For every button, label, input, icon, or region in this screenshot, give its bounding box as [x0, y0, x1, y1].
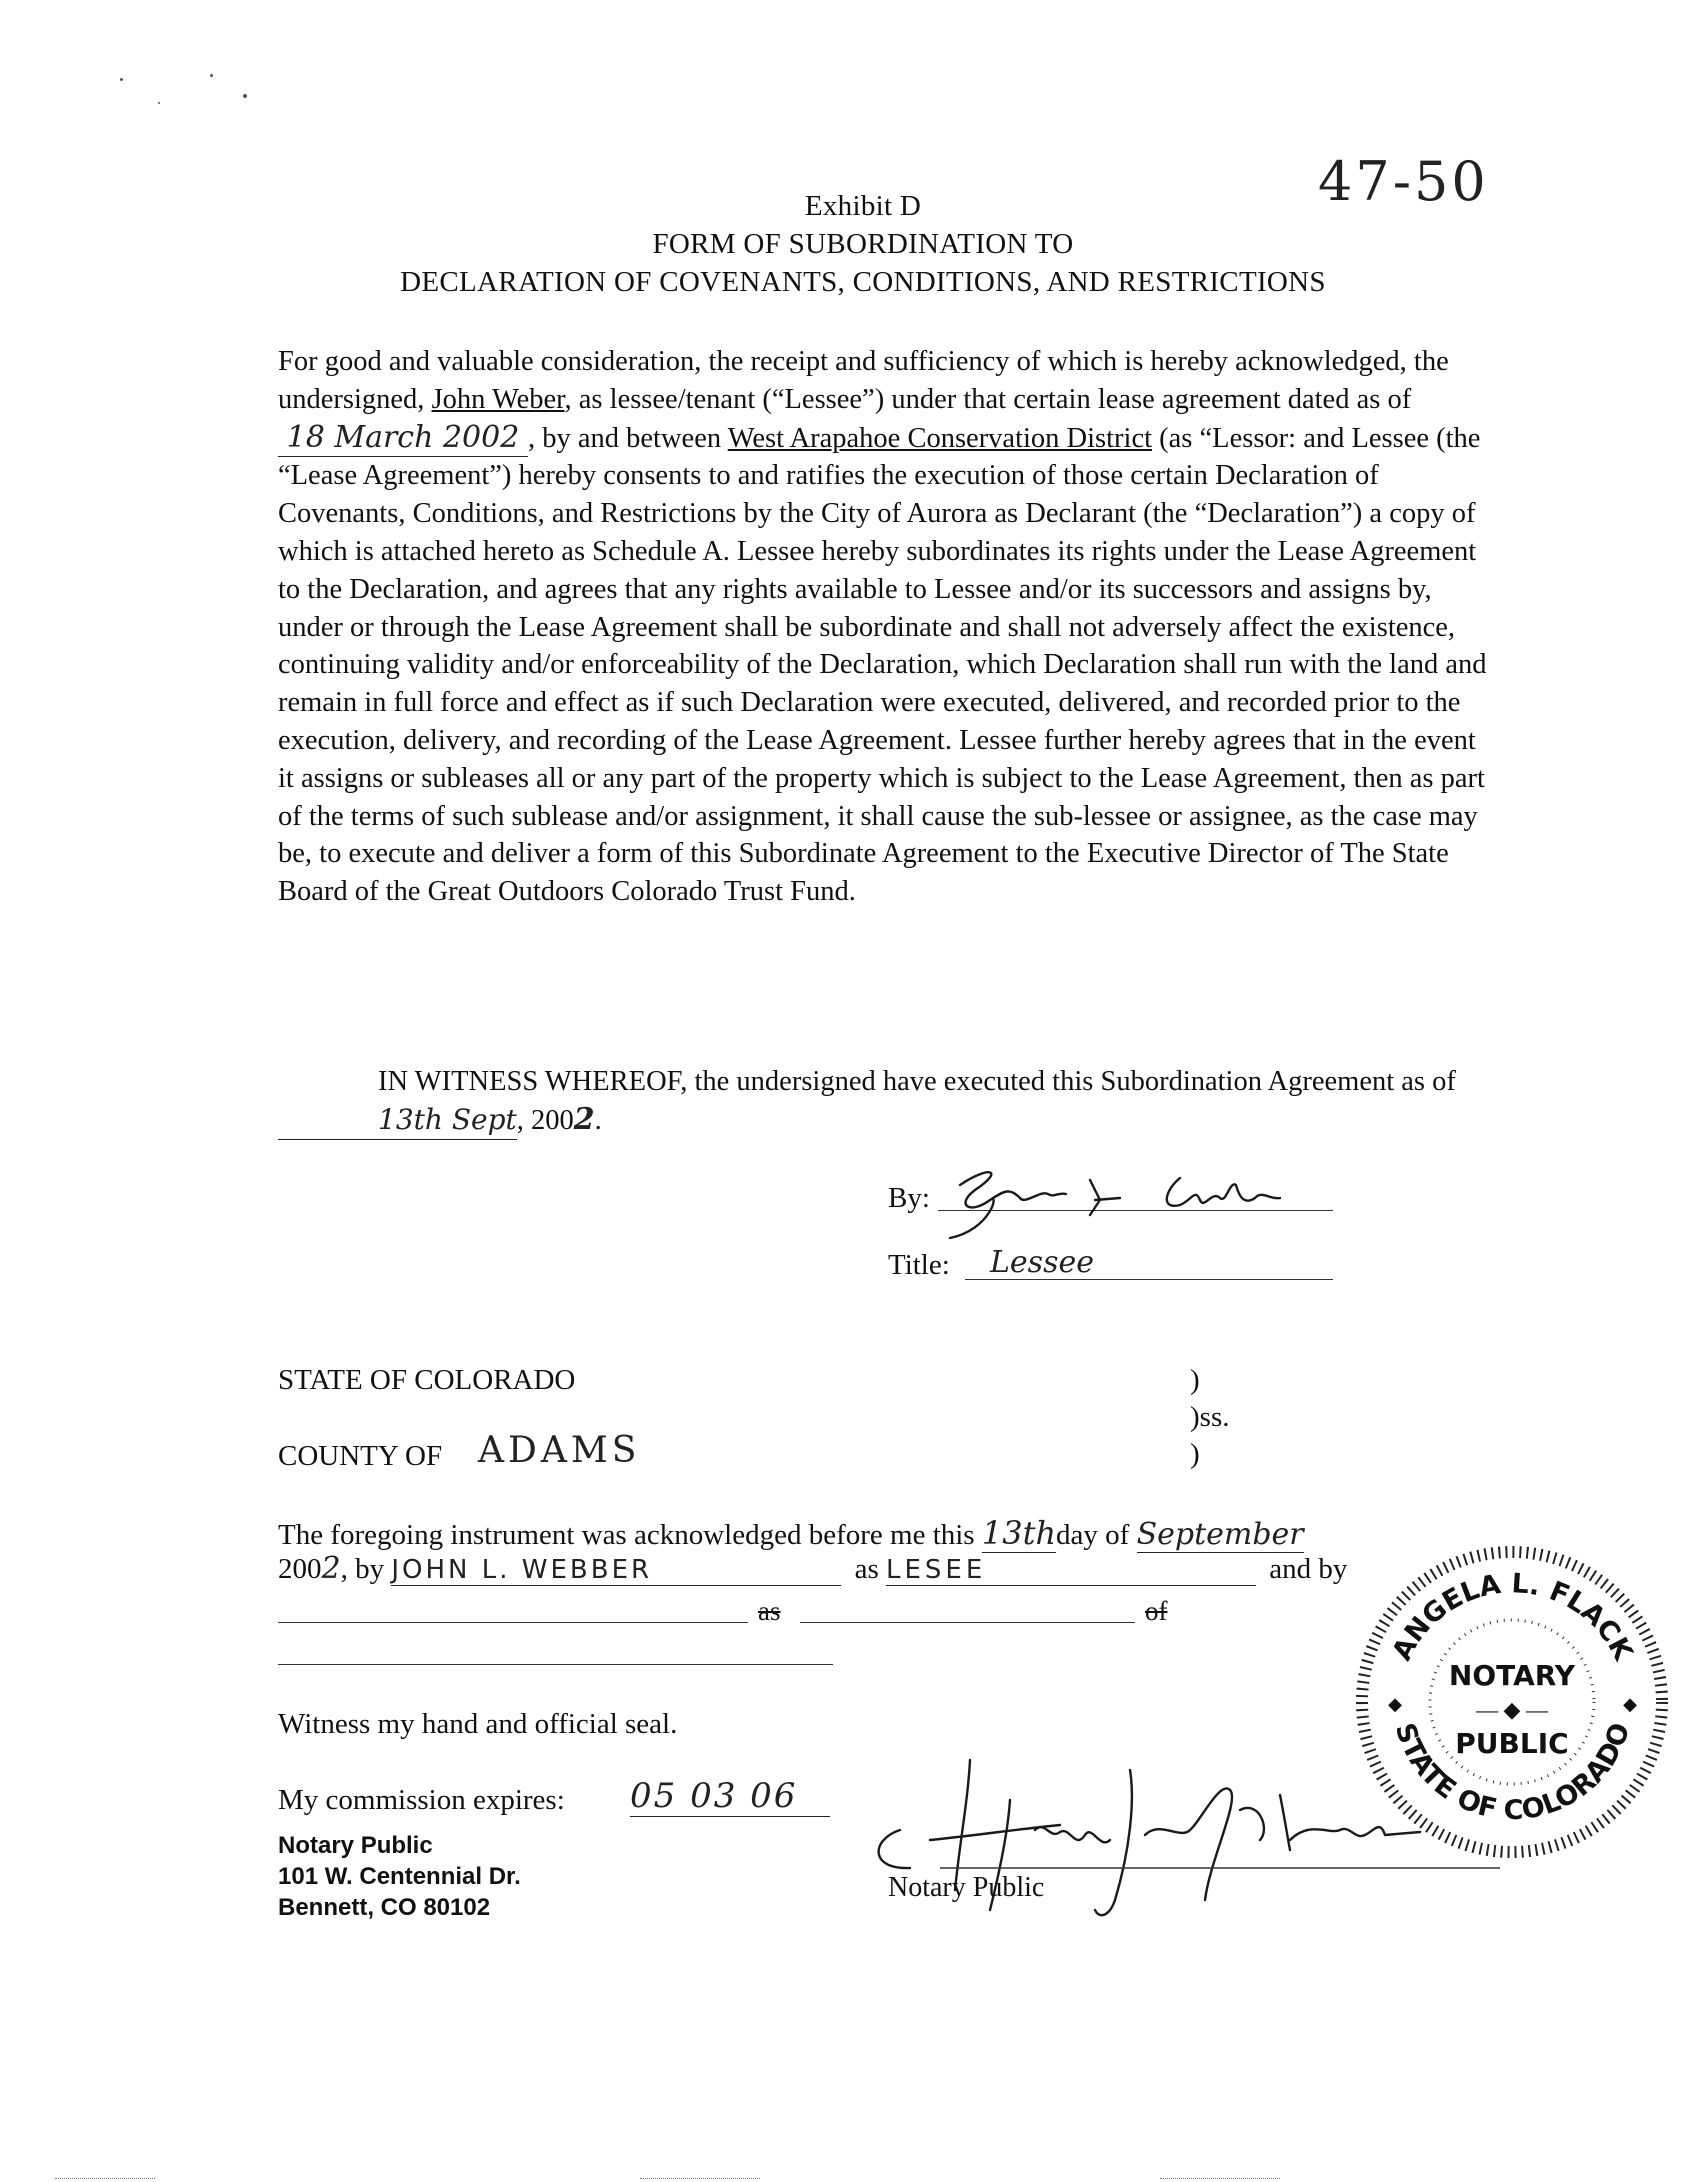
- witness-year-handwritten: 2: [573, 1101, 595, 1137]
- ack-blank-line-3: [278, 1664, 833, 1665]
- ack-blank-line-2: [800, 1622, 1135, 1623]
- body-text-3: , by and between: [528, 422, 728, 454]
- lease-date-handwritten: 18 March 2002: [278, 419, 528, 458]
- county-handwritten: ADAMS: [478, 1430, 641, 1471]
- commission-label: My commission expires:: [278, 1784, 565, 1816]
- lessee-signature: [930, 1160, 1350, 1240]
- stamp-line-1: Notary Public: [278, 1832, 433, 1859]
- scan-speck: [120, 78, 123, 81]
- witness-date-handwritten: 13th Sept: [278, 1101, 517, 1140]
- body-text-4: (as “Lessor: and Lessee (the “Lease Agreement”) hereby consents to and ratifies the execution of those certain Declaration of Covenants, Conditions, and Restrictions by the City of Aurora as Declarant (the “Declaration”) a copy of which is attached hereto as Schedule A. Lessee hereby subordinates its rights under the Lease Agreement to the Declaration, and agrees that any rights available to Lessee and/or its successors and assigns by, under or through the Lease Agreement shall be subordinate and shall not adversely affect the existence, continuing validity and/or enforceability of the Declaration, which Declaration shall run with the land and remain in full force and effect as if such Declaration were executed, delivered, and recorded prior to the execution, delivery, and recording of the Lease Agreement. Lessee further hereby agrees that in the event it assigns or subleases all or any part of the property which is subject to the Lease Agreement, then as part of the terms of such sublease and/or assignment, it shall cause the sub-lessee or assignee, as the case may be, to execute and deliver a form of this Subordinate Agreement to the Executive Director of The State Board of the Great Outdoors Colorado Trust Fund.: [278, 422, 1487, 908]
- seal-left-diamond-icon: ◆: [1388, 1694, 1402, 1714]
- notary-address-stamp: [278, 1830, 521, 1923]
- subordination-paragraph: [278, 343, 1493, 911]
- title-label: Title:: [888, 1249, 950, 1281]
- state-label: STATE OF COLORADO: [278, 1364, 576, 1396]
- lessor-name: West Arapahoe Conservation District: [727, 422, 1153, 454]
- body-text-2: , as lessee/tenant (“Lessee”) under that certain lease agreement dated as of: [564, 383, 1412, 415]
- ack-by-label: , by: [340, 1553, 385, 1585]
- ack-year-prefix: 200: [278, 1553, 322, 1585]
- ack-struck-as: as: [758, 1596, 781, 1626]
- seal-top-arc: ANGELA L. FLACK: [1386, 1568, 1639, 1666]
- body-text-1: For good and valuable consideration, the receipt and sufficiency of which is hereby acknowledged, the undersigned,: [278, 346, 1449, 415]
- venue-paren-3: ): [1190, 1438, 1200, 1470]
- witness-year-prefix: , 200: [516, 1104, 574, 1136]
- notary-seal: [1355, 1545, 1670, 1860]
- seal-center-notary: NOTARY: [1448, 1659, 1576, 1692]
- seal-diamond-icon: — ◆ —: [1476, 1697, 1548, 1722]
- witness-text: IN WITNESS WHEREOF, the undersigned have executed this Subordination Agreement as of: [378, 1066, 1456, 1097]
- seal-center-public: PUBLIC: [1455, 1727, 1569, 1760]
- ack-as-label: as: [854, 1553, 879, 1585]
- scan-artifact: [1160, 2178, 1280, 2179]
- stamp-line-2: 101 W. Centennial Dr.: [278, 1863, 521, 1890]
- scan-speck: [210, 74, 213, 77]
- seal-bottom-arc: STATE OF COLORADO: [1388, 1719, 1637, 1827]
- seal-right-diamond-icon: ◆: [1623, 1694, 1637, 1714]
- stamp-line-3: Bennett, CO 80102: [278, 1894, 491, 1921]
- acknowledgment-line-2: [278, 1551, 1347, 1586]
- ack-month-handwritten: September: [1136, 1517, 1304, 1552]
- venue-paren-1: ): [1190, 1364, 1200, 1396]
- form-title: FORM OF SUBORDINATION TO: [652, 228, 1074, 260]
- scan-artifact: [640, 2178, 760, 2179]
- ack-person-handwritten: JOHN L. WEBBER: [391, 1555, 841, 1586]
- notary-public-label: Notary Public: [888, 1872, 1045, 1903]
- county-label: COUNTY OF: [278, 1440, 443, 1472]
- ack-blank-line-1: [278, 1622, 748, 1623]
- lessee-name: John Weber: [431, 383, 565, 415]
- handwritten-reference: 47-50: [1318, 150, 1489, 213]
- witness-hand-seal: Witness my hand and official seal.: [278, 1708, 678, 1740]
- ack-day-handwritten: 13th: [981, 1514, 1057, 1552]
- witness-period: .: [594, 1104, 602, 1136]
- witness-clause: [278, 1063, 1468, 1140]
- acknowledgment-line-1: [278, 1514, 1304, 1553]
- ack-and-by: and by: [1269, 1553, 1348, 1585]
- ack-text: The foregoing instrument was acknowledged before me this: [278, 1519, 975, 1551]
- commission-handwritten: 05 03 06: [630, 1776, 830, 1817]
- ack-day-of: day of: [1056, 1519, 1130, 1551]
- scan-speck: [158, 102, 160, 104]
- scan-artifact: [55, 2178, 155, 2179]
- ack-struck-of: of: [1145, 1596, 1168, 1626]
- ack-year-handwritten: 2: [321, 1551, 341, 1586]
- exhibit-label: Exhibit D: [804, 190, 922, 222]
- venue-ss: )ss.: [1190, 1401, 1230, 1433]
- ack-capacity-handwritten: LESEE: [886, 1555, 1256, 1586]
- declaration-title: DECLARATION OF COVENANTS, CONDITIONS, AND RESTRICTIONS: [400, 266, 1326, 298]
- by-label: By:: [888, 1182, 930, 1214]
- scan-speck: [243, 94, 247, 98]
- title-handwritten: Lessee: [990, 1245, 1094, 1280]
